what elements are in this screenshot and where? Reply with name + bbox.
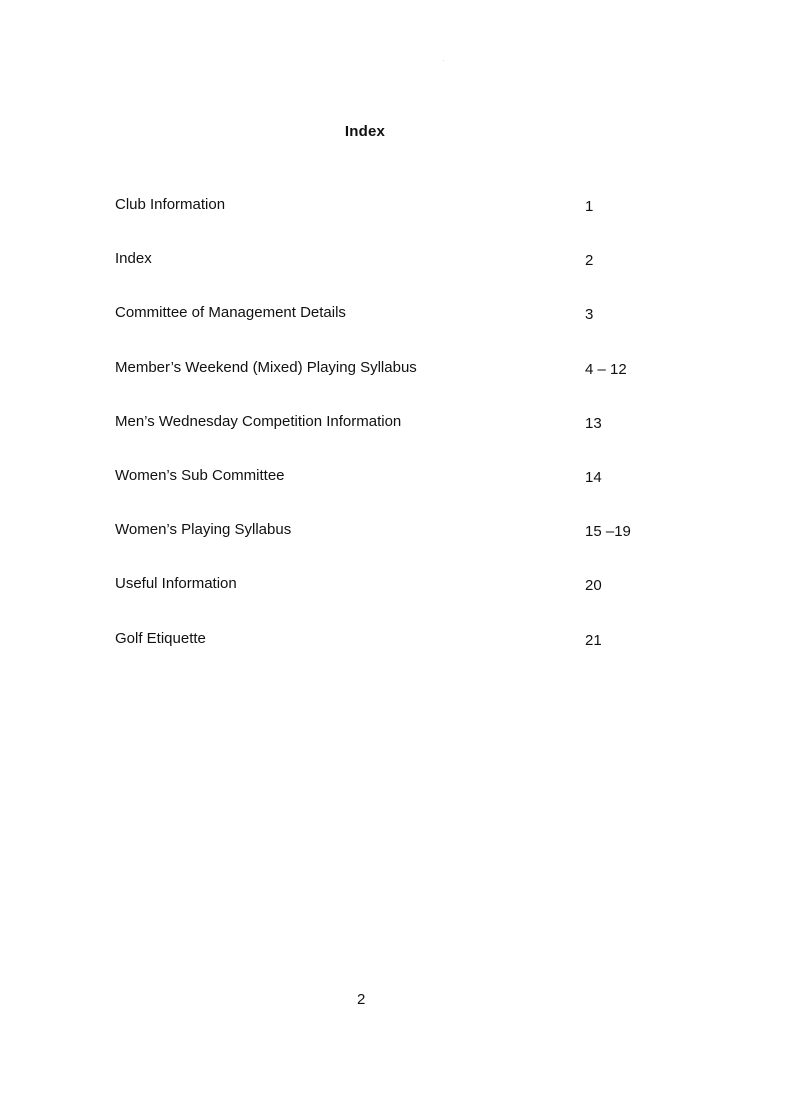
- index-entry: [0, 467, 799, 521]
- scan-speck: [443, 60, 444, 61]
- index-entry-page: 21: [585, 631, 602, 649]
- index-entry-page: 15 –19: [585, 523, 631, 541]
- index-entry: [0, 413, 799, 467]
- index-entry: [0, 575, 799, 629]
- index-entry-label: Women’s Playing Syllabus: [115, 521, 292, 539]
- page-number: 2: [357, 991, 366, 1008]
- index-entry: [0, 304, 799, 358]
- index-entry-label: Men’s Wednesday Competition Information: [115, 412, 402, 430]
- index-entry-label: Member’s Weekend (Mixed) Playing Syllabus: [115, 358, 417, 376]
- page-title: Index: [344, 123, 386, 140]
- index-list: [0, 196, 799, 684]
- index-entry-label: Women’s Sub Committee: [115, 466, 285, 484]
- index-entry: [0, 196, 799, 250]
- index-entry-page: 20: [585, 577, 602, 595]
- index-entry: [0, 630, 799, 684]
- index-entry: [0, 250, 799, 304]
- index-entry-label: Club Information: [115, 196, 226, 213]
- index-entry-page: 3: [585, 306, 594, 324]
- index-entry-page: 1: [585, 198, 594, 215]
- index-entry-page: 2: [585, 252, 594, 270]
- index-entry-label: Committee of Management Details: [115, 304, 346, 322]
- index-entry-label: Golf Etiquette: [115, 629, 206, 647]
- index-entry: [0, 521, 799, 575]
- index-entry-page: 14: [585, 468, 602, 486]
- index-entry-page: 4 – 12: [585, 360, 627, 378]
- index-entry-page: 13: [585, 414, 602, 432]
- index-entry-label: Index: [115, 250, 152, 268]
- index-entry: [0, 359, 799, 413]
- index-entry-label: Useful Information: [115, 575, 237, 593]
